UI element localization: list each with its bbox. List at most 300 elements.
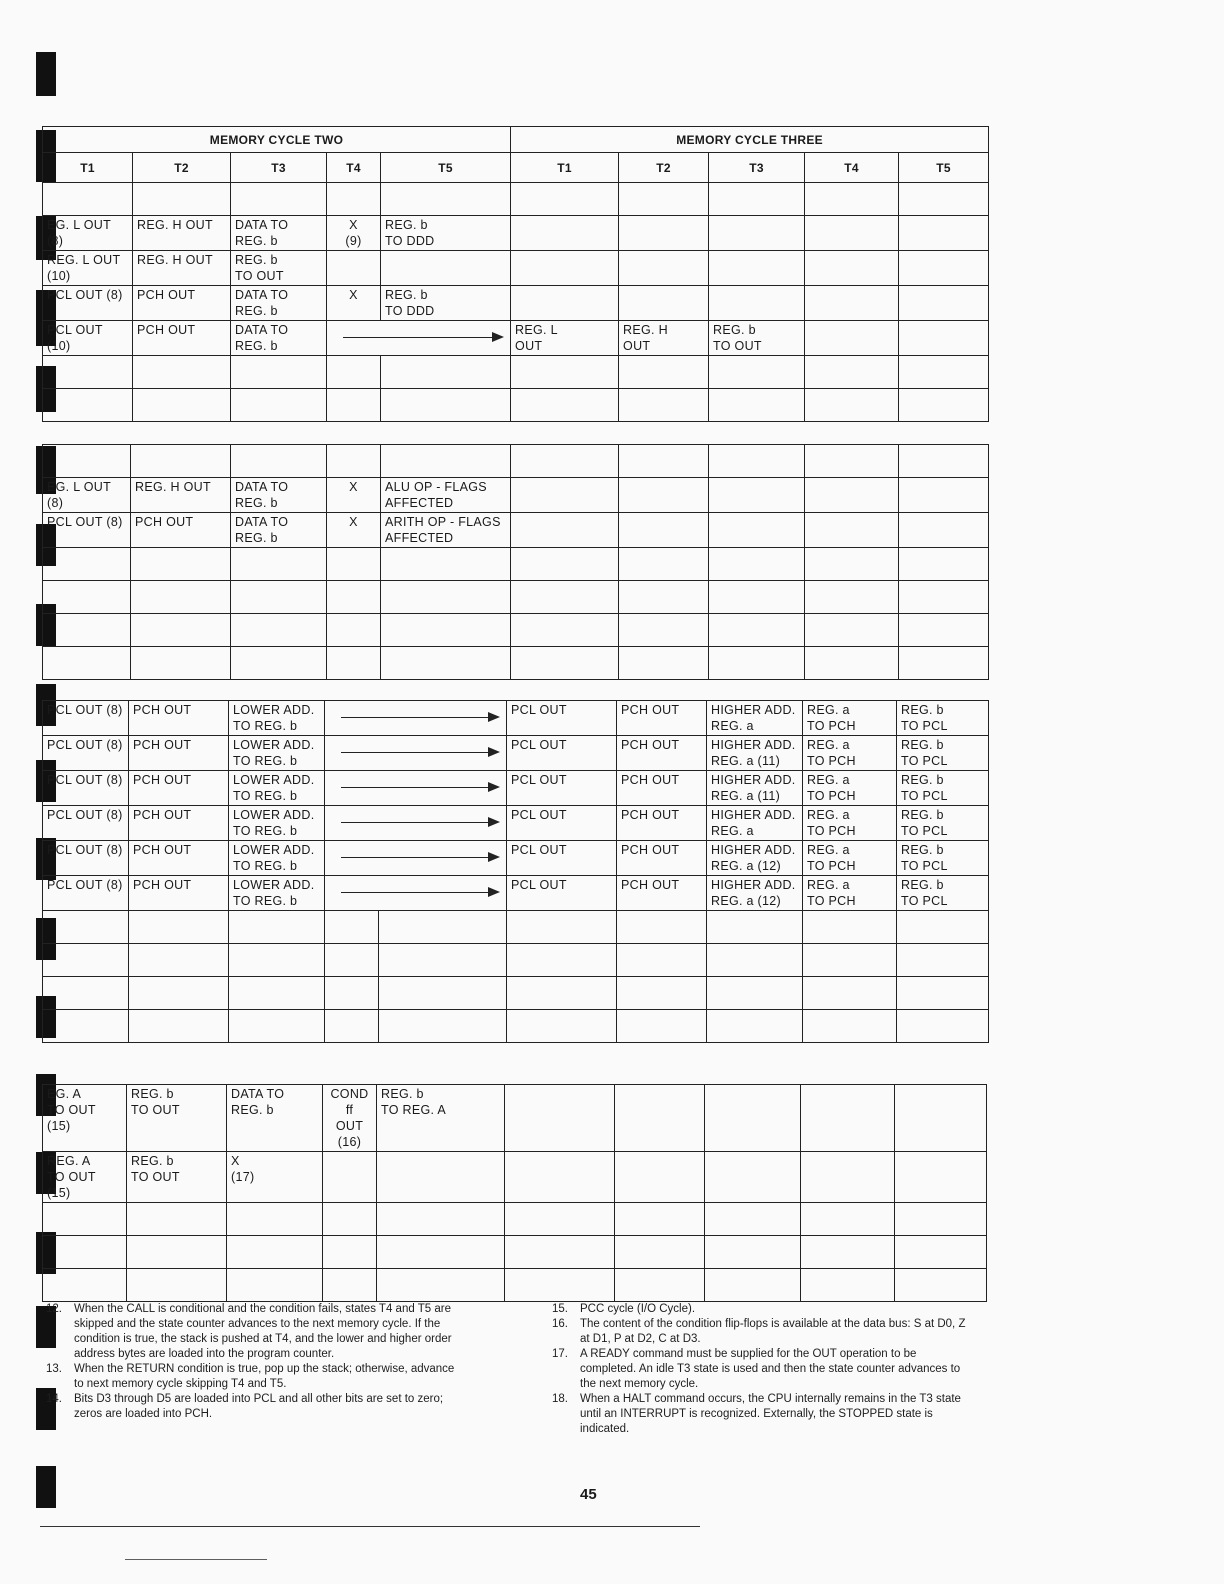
table-cell [709, 647, 805, 680]
table-cell: REG. H OUT [619, 321, 709, 356]
table-cell: PCH OUT [133, 321, 231, 356]
state-header-cell: T5 [381, 153, 511, 183]
table-cell [899, 513, 989, 548]
table-cell [615, 1085, 705, 1152]
table-cell [327, 389, 381, 422]
table-cell [511, 216, 619, 251]
table-row [43, 1152, 987, 1203]
table-cell [805, 321, 899, 356]
table-cell: REG. b TO PCL [897, 771, 989, 806]
table-cell [43, 1203, 127, 1236]
table-cell: DATA TO REG. b [227, 1085, 323, 1152]
table-cell [805, 356, 899, 389]
table-cell: HIGHER ADD. REG. a (12) [707, 841, 803, 876]
timing-table-section-3 [42, 700, 989, 1043]
table-cell [619, 286, 709, 321]
table-cell [43, 647, 131, 680]
table-cell [327, 356, 381, 389]
table-cell [379, 911, 507, 944]
table-cell [43, 356, 133, 389]
table-cell [801, 1236, 895, 1269]
memory-cycle-two-heading: MEMORY CYCLE TWO [43, 127, 511, 153]
table-cell [805, 513, 899, 548]
table-cell [323, 1152, 377, 1203]
table-row [43, 1269, 987, 1302]
table-row [43, 841, 989, 876]
table-cell: X [327, 513, 381, 548]
table-cell [43, 581, 131, 614]
table-cell [505, 1269, 615, 1302]
table-cell: LOWER ADD. TO REG. b [229, 876, 325, 911]
state-header-cell: T3 [709, 153, 805, 183]
table-cell [43, 1269, 127, 1302]
table-cell [615, 1152, 705, 1203]
table-cell [327, 581, 381, 614]
table-cell [619, 513, 709, 548]
table-cell: REG. L OUT (10) [43, 251, 133, 286]
transfer-arrow [327, 321, 511, 356]
table-cell: PCH OUT [617, 771, 707, 806]
table-cell: REG. b TO OUT [709, 321, 805, 356]
table-cell [131, 647, 231, 680]
table-cell [899, 548, 989, 581]
table-cell: PCH OUT [129, 876, 229, 911]
table-cell [899, 581, 989, 614]
transfer-arrow [325, 701, 507, 736]
table-cell [43, 944, 129, 977]
table-cell [899, 478, 989, 513]
table-row [43, 806, 989, 841]
table-cell [227, 1203, 323, 1236]
table-cell [709, 251, 805, 286]
table-cell [617, 1010, 707, 1043]
table-cell [379, 1010, 507, 1043]
table-row [43, 736, 989, 771]
table-cell [379, 977, 507, 1010]
table-cell [619, 478, 709, 513]
state-header-cell: T4 [805, 153, 899, 183]
footnote-item [552, 1392, 970, 1437]
table-cell: REG. b TO DDD [381, 216, 511, 251]
table-cell: REG. b TO OUT [127, 1152, 227, 1203]
table-cell [709, 513, 805, 548]
table-cell [129, 977, 229, 1010]
table-cell: REG. b TO PCL [897, 701, 989, 736]
table-cell [327, 614, 381, 647]
table-cell [803, 977, 897, 1010]
table-row [43, 977, 989, 1010]
transfer-arrow [325, 841, 507, 876]
table-cell [707, 977, 803, 1010]
table-cell: PCH OUT [129, 771, 229, 806]
table-row [43, 647, 989, 680]
state-header-cell: T1 [511, 153, 619, 183]
table-cell [325, 911, 379, 944]
table-cell [231, 356, 327, 389]
table-cell [43, 389, 133, 422]
table-cell: REG. H OUT [133, 216, 231, 251]
table-cell [507, 911, 617, 944]
table-cell [803, 911, 897, 944]
table-cell: PCL OUT (8) [43, 876, 129, 911]
table-cell [507, 977, 617, 1010]
table-cell [327, 251, 381, 286]
table-cell [505, 1152, 615, 1203]
table-row [43, 1203, 987, 1236]
table-cell [231, 183, 327, 216]
footnote-text: The content of the condition flip-flops is available at the data bus: S at D0, Z at D1, P at D2, C at D3. [580, 1318, 966, 1345]
footnote-item [46, 1302, 456, 1362]
table-cell [617, 911, 707, 944]
table-cell [129, 911, 229, 944]
table-row [43, 389, 989, 422]
table-cell: PCH OUT [617, 806, 707, 841]
table-cell [133, 389, 231, 422]
table-cell: PCL OUT [507, 771, 617, 806]
table-cell [377, 1236, 505, 1269]
bottom-rule [40, 1526, 700, 1527]
table-cell [617, 944, 707, 977]
table-cell [619, 389, 709, 422]
table-cell: PCL OUT (8) [43, 736, 129, 771]
table-row [43, 356, 989, 389]
table-cell [619, 251, 709, 286]
table-cell: COND ff OUT (16) [323, 1085, 377, 1152]
table-cell [619, 445, 709, 478]
table-cell: PCL OUT [507, 876, 617, 911]
table-cell [899, 183, 989, 216]
table-cell: EG. L OUT (8) [43, 216, 133, 251]
table-cell [43, 1010, 129, 1043]
table-cell [801, 1152, 895, 1203]
table-cell: REG. a TO PCH [803, 806, 897, 841]
table-cell: REG. a TO PCH [803, 841, 897, 876]
table-cell [505, 1203, 615, 1236]
table-cell [899, 251, 989, 286]
table-cell: PCL OUT (8) [43, 771, 129, 806]
table-row [43, 251, 989, 286]
table-cell [511, 548, 619, 581]
table-row [43, 1085, 987, 1152]
table-cell [617, 977, 707, 1010]
table-row [43, 1236, 987, 1269]
table-cell [897, 911, 989, 944]
table-cell: EG. L OUT (8) [43, 478, 131, 513]
table-cell [895, 1152, 987, 1203]
table-cell [505, 1236, 615, 1269]
memory-cycle-three-heading: MEMORY CYCLE THREE [511, 127, 989, 153]
table-cell [133, 356, 231, 389]
table-cell [229, 977, 325, 1010]
table-row [43, 321, 989, 356]
blue-underline [125, 1559, 267, 1560]
table-cell [43, 183, 133, 216]
table-cell [615, 1236, 705, 1269]
table-row [43, 286, 989, 321]
table-cell [707, 944, 803, 977]
table-row [43, 183, 989, 216]
table-row [43, 614, 989, 647]
table-cell [381, 389, 511, 422]
table-cell [229, 944, 325, 977]
state-header-cell: T5 [899, 153, 989, 183]
table-cell [615, 1269, 705, 1302]
table-cell [805, 389, 899, 422]
state-header-cell: T3 [231, 153, 327, 183]
table-cell: X [327, 286, 381, 321]
table-cell [381, 445, 511, 478]
table-cell: REG. b TO REG. A [377, 1085, 505, 1152]
footnote-number: 18. [552, 1393, 568, 1405]
footnote-item [552, 1317, 970, 1347]
table-cell [707, 1010, 803, 1043]
table-cell [43, 614, 131, 647]
table-cell: X (9) [327, 216, 381, 251]
table-row [43, 944, 989, 977]
table-cell [327, 647, 381, 680]
table-cell: REG. b TO PCL [897, 736, 989, 771]
table-cell [895, 1236, 987, 1269]
table-cell: PCL OUT [507, 736, 617, 771]
table-cell [805, 251, 899, 286]
table-cell [709, 389, 805, 422]
table-cell [705, 1152, 801, 1203]
table-cell [43, 911, 129, 944]
table-cell [801, 1269, 895, 1302]
transfer-arrow [325, 736, 507, 771]
table-cell [43, 445, 131, 478]
table-cell [899, 614, 989, 647]
table-cell: HIGHER ADD. REG. a [707, 806, 803, 841]
table-cell: PCL OUT [507, 806, 617, 841]
table-row [43, 771, 989, 806]
footnote-number: 14. [46, 1393, 62, 1405]
table-cell [231, 614, 327, 647]
table-cell [381, 548, 511, 581]
notes-left-column [46, 1302, 456, 1422]
table-cell [899, 321, 989, 356]
table-cell [323, 1203, 377, 1236]
table-cell [511, 647, 619, 680]
table-cell [377, 1269, 505, 1302]
table-cell [327, 445, 381, 478]
table-cell: PCH OUT [129, 736, 229, 771]
footnote-text: When a HALT command occurs, the CPU internally remains in the T3 state until an INTERRUPT is recognized. Externally, the STOPPED state is indicated. [580, 1393, 961, 1435]
punch-hole-mark [36, 52, 56, 96]
table-cell [511, 614, 619, 647]
table-cell [895, 1269, 987, 1302]
table-cell [129, 1010, 229, 1043]
footnote-number: 13. [46, 1363, 62, 1375]
table-cell: PCL OUT (8) [43, 806, 129, 841]
table-cell [381, 183, 511, 216]
footnote-text: PCC cycle (I/O Cycle). [580, 1303, 696, 1315]
state-header-cell: T2 [133, 153, 231, 183]
table-cell [129, 944, 229, 977]
footnote-text: Bits D3 through D5 are loaded into PCL and all other bits are set to zero; zeros are loaded into PCH. [74, 1393, 444, 1420]
table-cell [381, 581, 511, 614]
table-cell [619, 614, 709, 647]
table-row [43, 911, 989, 944]
table-cell [325, 944, 379, 977]
table-cell [511, 445, 619, 478]
table-cell [131, 614, 231, 647]
table-cell [131, 445, 231, 478]
footnote-text: When the RETURN condition is true, pop up the stack; otherwise, advance to next memory cycle skipping T4 and T5. [74, 1363, 455, 1390]
table-cell [803, 944, 897, 977]
table-cell [511, 286, 619, 321]
table-row [43, 216, 989, 251]
table-cell [801, 1085, 895, 1152]
table-row [43, 513, 989, 548]
table-cell [127, 1203, 227, 1236]
table-cell [43, 977, 129, 1010]
table-cell [127, 1269, 227, 1302]
table-cell: DATA TO REG. b [231, 478, 327, 513]
table-cell: HIGHER ADD. REG. a [707, 701, 803, 736]
table-cell [709, 581, 805, 614]
table-cell [377, 1152, 505, 1203]
table-cell [709, 286, 805, 321]
table-cell: PCH OUT [617, 701, 707, 736]
table-cell: PCL OUT (8) [43, 841, 129, 876]
table-cell [895, 1203, 987, 1236]
table-cell [805, 647, 899, 680]
footnote-text: When the CALL is conditional and the condition fails, states T4 and T5 are skipped and the state counter advances to the next memory cycle. If the condition is true, the stack is pushed at T4, and the lower and higher order address bytes are loaded into the program counter. [74, 1303, 452, 1360]
table-cell [381, 614, 511, 647]
table-cell: HIGHER ADD. REG. a (11) [707, 736, 803, 771]
table-cell [899, 647, 989, 680]
table-cell: REG. L OUT [511, 321, 619, 356]
footnote-item [46, 1362, 456, 1392]
table-cell [619, 581, 709, 614]
table-cell [323, 1236, 377, 1269]
table-cell: ARITH OP - FLAGS AFFECTED [381, 513, 511, 548]
table-cell [511, 356, 619, 389]
table-cell [511, 251, 619, 286]
table-cell [231, 389, 327, 422]
punch-hole-mark [36, 1466, 56, 1508]
table-cell [619, 548, 709, 581]
table-row [43, 581, 989, 614]
table-cell [899, 389, 989, 422]
table-cell: REG. b TO PCL [897, 806, 989, 841]
table-cell [805, 216, 899, 251]
footnote-number: 15. [552, 1303, 568, 1315]
table-cell: PCH OUT [131, 513, 231, 548]
state-header-cell: T1 [43, 153, 133, 183]
table-cell: REG. H OUT [133, 251, 231, 286]
table-cell [805, 286, 899, 321]
table-cell [327, 183, 381, 216]
table-cell: LOWER ADD. TO REG. b [229, 701, 325, 736]
table-cell: REG. H OUT [131, 478, 231, 513]
table-cell: REG. b TO PCL [897, 841, 989, 876]
table-cell: PCL OUT (8) [43, 286, 133, 321]
table-cell [899, 445, 989, 478]
table-cell: LOWER ADD. TO REG. b [229, 736, 325, 771]
table-cell [511, 389, 619, 422]
table-cell: EG. A TO OUT (15) [43, 1085, 127, 1152]
table-cell [805, 445, 899, 478]
table-cell: ALU OP - FLAGS AFFECTED [381, 478, 511, 513]
table-cell: REG. b TO OUT [231, 251, 327, 286]
table-cell [805, 614, 899, 647]
table-cell [709, 478, 805, 513]
table-cell: PCH OUT [617, 876, 707, 911]
table-cell [705, 1085, 801, 1152]
table-cell [381, 251, 511, 286]
table-cell [705, 1203, 801, 1236]
table-cell [897, 944, 989, 977]
table-cell [619, 647, 709, 680]
table-cell [511, 478, 619, 513]
table-cell: REG. b TO DDD [381, 286, 511, 321]
footnote-number: 16. [552, 1318, 568, 1330]
timing-table-section-4 [42, 1084, 987, 1302]
table-cell [511, 183, 619, 216]
table-cell: HIGHER ADD. REG. a (12) [707, 876, 803, 911]
table-cell [133, 183, 231, 216]
transfer-arrow [325, 876, 507, 911]
table-row [43, 445, 989, 478]
table-row [43, 701, 989, 736]
state-header-cell: T4 [327, 153, 381, 183]
table-cell: HIGHER ADD. REG. a (11) [707, 771, 803, 806]
table-cell: PCL OUT (8) [43, 701, 129, 736]
table-cell [127, 1236, 227, 1269]
page-number: 45 [580, 1486, 597, 1503]
table-cell [707, 911, 803, 944]
footnote-number: 12. [46, 1303, 62, 1315]
table-cell [895, 1085, 987, 1152]
table-cell [705, 1236, 801, 1269]
table-cell: PCH OUT [133, 286, 231, 321]
table-cell [801, 1203, 895, 1236]
table-cell: PCL OUT [507, 841, 617, 876]
table-cell: LOWER ADD. TO REG. b [229, 771, 325, 806]
table-cell [231, 548, 327, 581]
table-cell [377, 1203, 505, 1236]
table-cell [227, 1269, 323, 1302]
table-cell [803, 1010, 897, 1043]
table-cell [325, 977, 379, 1010]
footnote-item [552, 1347, 970, 1392]
footnote-item [552, 1302, 970, 1317]
table-cell: PCH OUT [129, 806, 229, 841]
table-cell [899, 356, 989, 389]
table-cell: PCH OUT [617, 736, 707, 771]
table-cell [507, 1010, 617, 1043]
table-cell: REG. a TO PCH [803, 736, 897, 771]
table-cell [805, 478, 899, 513]
table-cell [131, 548, 231, 581]
table-cell: LOWER ADD. TO REG. b [229, 841, 325, 876]
table-cell [227, 1236, 323, 1269]
table-cell [619, 216, 709, 251]
table-cell [619, 356, 709, 389]
table-cell [231, 647, 327, 680]
table-cell [899, 216, 989, 251]
table-cell [511, 513, 619, 548]
footnote-text: A READY command must be supplied for the OUT operation to be completed. An idle T3 state is used and then the state counter advances to the next memory cycle. [580, 1348, 961, 1390]
table-cell: DATA TO REG. b [231, 513, 327, 548]
table-cell [381, 647, 511, 680]
timing-table-header-section [42, 126, 989, 422]
table-cell [709, 356, 805, 389]
table-cell [325, 1010, 379, 1043]
table-cell: DATA TO REG. b [231, 216, 327, 251]
